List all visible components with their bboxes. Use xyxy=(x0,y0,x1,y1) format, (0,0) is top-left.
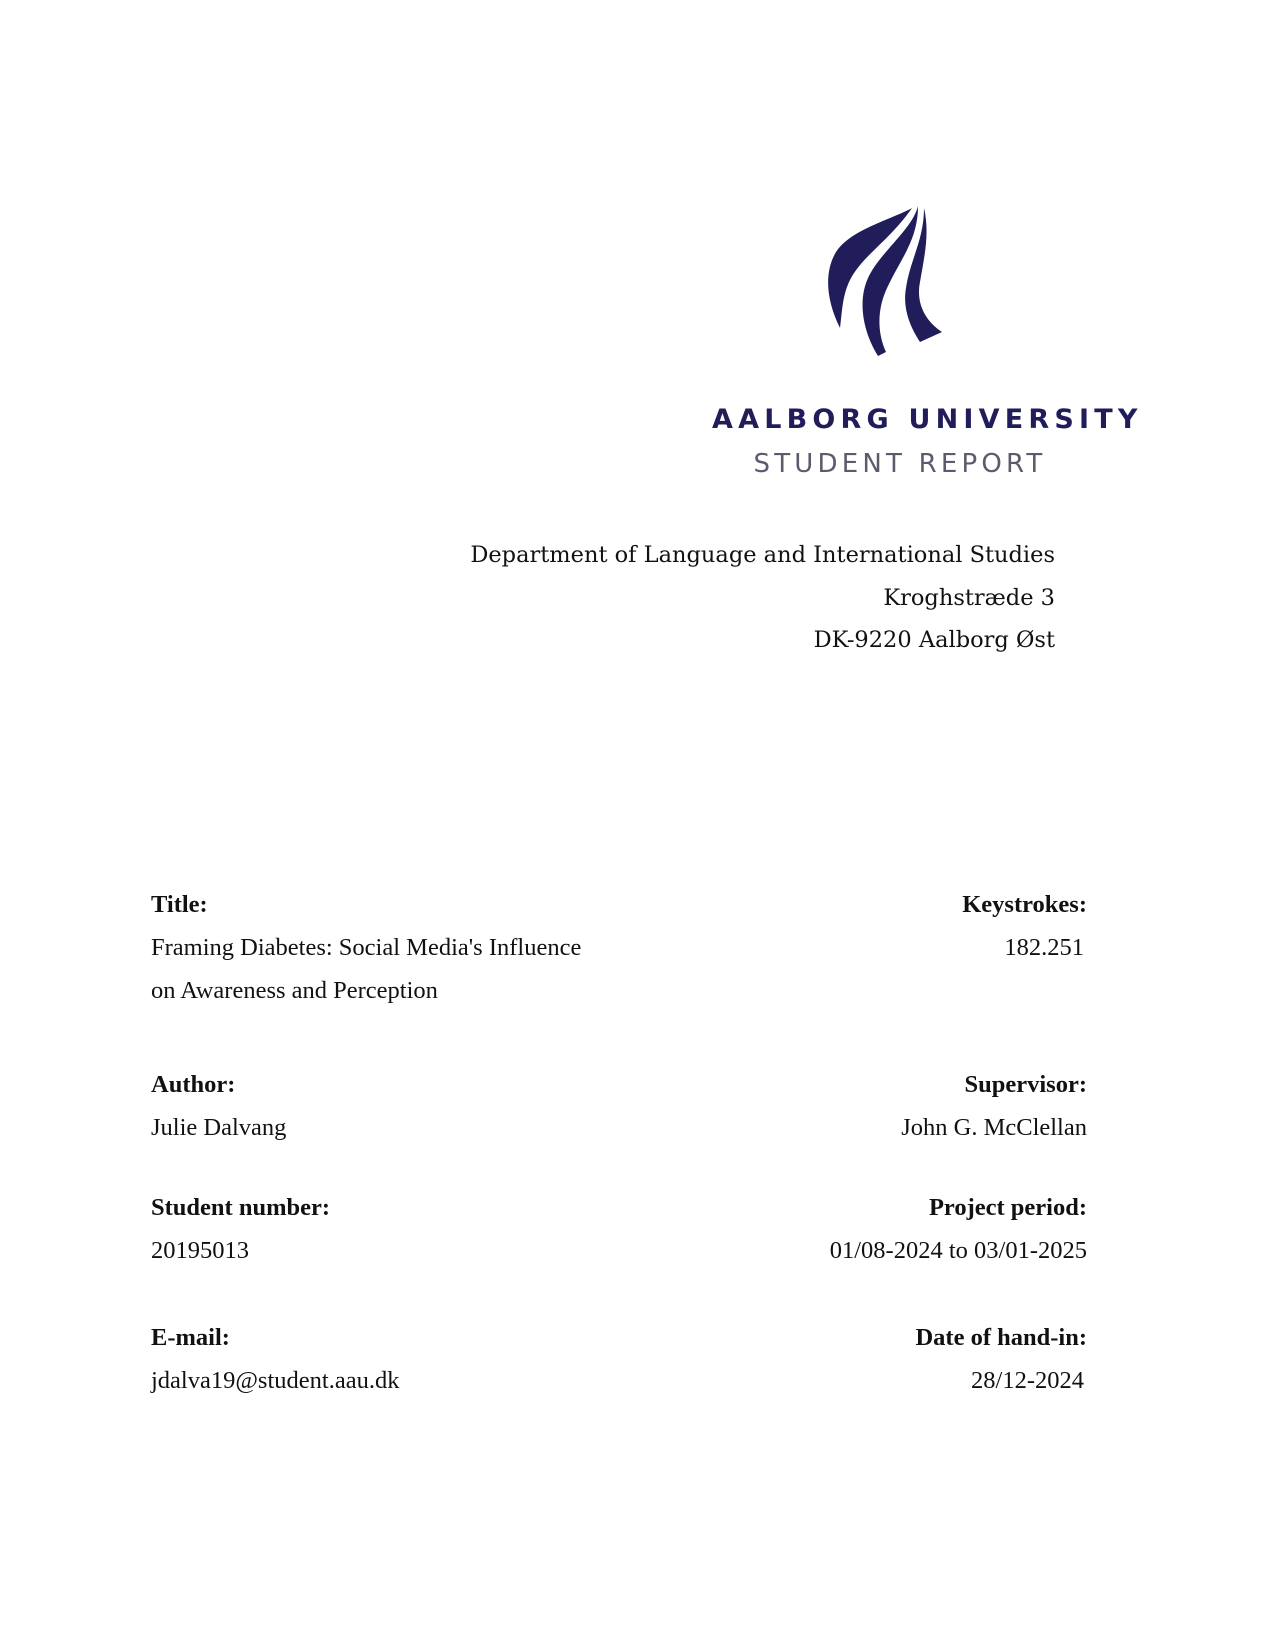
department-name: Department of Language and International Studies xyxy=(470,542,1055,568)
author-label: Author: xyxy=(151,1071,236,1098)
email-label: E-mail: xyxy=(151,1324,230,1351)
report-type-label: STUDENT REPORT xyxy=(753,449,1047,479)
title-line-2: on Awareness and Perception xyxy=(151,977,438,1004)
project-period-label: Project period: xyxy=(928,1194,1087,1221)
hand-in-value: 28/12-2024 xyxy=(971,1367,1084,1394)
keystrokes-value: 182.251 xyxy=(1004,934,1084,961)
student-number-label: Student number: xyxy=(151,1194,331,1221)
street-address: Kroghstræde 3 xyxy=(883,584,1055,611)
title-line-1: Framing Diabetes: Social Media's Influence xyxy=(151,934,582,961)
author-value: Julie Dalvang xyxy=(151,1114,287,1141)
title-label: Title: xyxy=(151,891,208,918)
keystrokes-label: Keystrokes: xyxy=(962,891,1087,918)
email-value: jdalva19@student.aau.dk xyxy=(151,1367,400,1394)
hand-in-block xyxy=(915,1316,1087,1402)
city-postal: DK-9220 Aalborg Øst xyxy=(813,627,1055,653)
keystrokes-block xyxy=(962,883,1087,969)
supervisor-label: Supervisor: xyxy=(964,1071,1087,1098)
hand-in-label: Date of hand-in: xyxy=(915,1324,1087,1351)
project-period-value: 01/08-2024 to 03/01-2025 xyxy=(829,1237,1087,1264)
title-block xyxy=(151,883,581,1012)
supervisor-value: John G. McClellan xyxy=(901,1114,1087,1141)
university-name: AALBORG UNIVERSITY xyxy=(712,404,1143,435)
supervisor-block xyxy=(901,1063,1087,1149)
email-block xyxy=(151,1316,399,1402)
student-number-value: 20195013 xyxy=(151,1237,249,1264)
department-address xyxy=(470,534,1055,662)
project-period-block xyxy=(830,1186,1087,1272)
student-number-block xyxy=(151,1186,330,1272)
aalborg-university-logo-icon xyxy=(820,200,960,360)
author-block xyxy=(151,1063,286,1149)
